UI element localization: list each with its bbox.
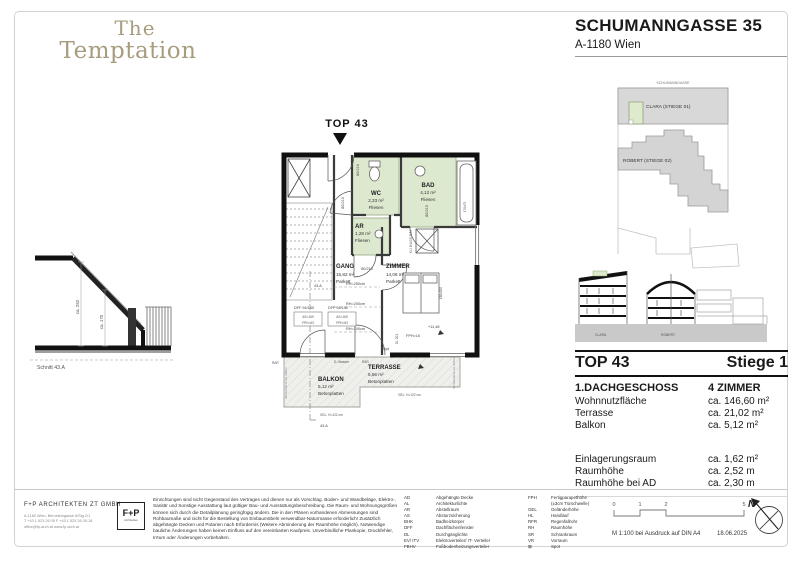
table-row [575, 408, 788, 420]
abbr-meaning: (±3cm Türschwelle) [551, 501, 590, 507]
bad-floor: Fliesen [420, 197, 436, 202]
section-label: Schnitt 43.A [37, 365, 65, 371]
scale-tick-0: 0 [612, 502, 616, 508]
clara-label: CLARA (STIEGE 01) [646, 105, 691, 110]
architect-block [24, 502, 124, 530]
disclaimer-text: Einrichtungen sind nicht Gegenstand des Vertrages und dienen nur als Vorschlag. Boden- und Wandbeläge, Elektro-, Sanitär und Sonstige Ausstattung laut gültiger Bau- und Ausstattungsbeschreibung. Die Raum- und Wohnungsgrößen können sich durch die Detailplanung geringfügig ändern. Die in den Plänen vorhandenen Abmessungen sind Rohbaumaße und nicht für die Bestellung von Einbaumöbeln verwendbar-Naturmasse erforderlich! Zusätzlich abgehängte Decken und Potarien nach Erfordernis (Weitere Abminderung der Raumhöhe möglich). Notwendige bauliche Änderungen haben keinen Einfluss auf den vereinbarten Kaufpreis. Unverbindliche Plankopie, Druckfehler, Irrtum oder Änderungen vorbehalten. [153, 497, 398, 540]
bad-area: 4,12 m² [420, 190, 436, 195]
abbr-meaning: Elektroverteiler/ IT- Verteiler [436, 537, 491, 543]
bed-icon [403, 273, 439, 313]
floor-plan [270, 115, 570, 455]
rh-label: RH=100cm [346, 327, 366, 331]
balkon-name: BALKON [318, 377, 344, 383]
stairs [286, 203, 332, 300]
abbr: RFR [528, 519, 538, 525]
bad-name: BAD [421, 183, 435, 189]
abbr: VR [528, 537, 535, 543]
row-label: Raumhöhe [575, 465, 624, 477]
unit-number: TOP 43 [575, 354, 630, 371]
unit-stair: Stiege 1 [726, 354, 788, 371]
door-size-label: 80/210 [341, 197, 345, 209]
abbr-meaning: Abstellraum [436, 507, 460, 513]
ar-floor: Fliesen [355, 238, 370, 243]
ar-sink-icon [375, 230, 383, 238]
wc-floor: Fliesen [368, 205, 384, 210]
klima-label: KLIMAGERÄT [409, 228, 413, 254]
row-value: ca. 21,02 m² [708, 408, 764, 420]
abbr-meaning: Vorraum [551, 537, 568, 543]
project-header [575, 16, 787, 57]
bed-size-label: 180x200 [439, 286, 443, 300]
scale-bar-line [614, 510, 744, 516]
scale-tick-1: 1 [638, 502, 642, 508]
north-compass [746, 493, 788, 539]
brand-line2: Temptation [59, 38, 197, 64]
gang-name: GANG [336, 264, 354, 270]
tub-size-label: 170x75 [463, 201, 467, 213]
level-label: +11,48 [428, 325, 440, 329]
plan-title: TOP 43 [325, 118, 369, 130]
unit-highlight-notch [629, 120, 633, 124]
scale-bar [612, 498, 757, 522]
table-gap [575, 433, 788, 454]
section-railing [145, 307, 171, 346]
wardrobe-box [416, 229, 438, 253]
elev-clara-label: CLARA [595, 333, 607, 337]
abbr: AL [404, 501, 410, 507]
architect-web: office@fp-arch.at www.fp-arch.at [24, 524, 80, 529]
abbr: ⊠ [528, 543, 532, 549]
drain-arrow-icon [438, 330, 444, 335]
abbr-meaning: Raumhöhe [551, 525, 573, 531]
abbr: FBHV [404, 543, 416, 549]
zimmer-area: 14,06 m² [386, 272, 405, 277]
fp-logo-subtext: Architekten [124, 518, 138, 522]
compass-n-label: N [748, 499, 756, 510]
rar-label: RAR [272, 361, 279, 365]
privacy-screen-label: Sichtschutz H=ca. 206cm [284, 367, 288, 399]
wc-name: WC [371, 191, 381, 197]
abbr: HL [528, 513, 534, 519]
abbr-meaning: Spot [551, 543, 561, 549]
scale-tick-2: 2 [664, 502, 668, 508]
rigol-label: Rigol [382, 347, 390, 351]
abbr: RH [528, 525, 535, 531]
unit-floor-row [575, 382, 788, 396]
fph16-label: FPH=16 [406, 334, 421, 338]
abbr: GEL [528, 507, 537, 513]
terrasse-area: 5,56 m² [368, 372, 384, 377]
unit-floor: 1.DACHGESCHOSS [575, 382, 679, 394]
site-plan [612, 78, 737, 254]
abbr-meaning: Architekturlichte [436, 501, 468, 507]
abbr-meaning: Fertigparapethöhe [551, 495, 587, 500]
abbr-meaning: Durchgänglichte [436, 531, 468, 537]
architect-phone: T +43 1 523 26 05 F +43 1 523 26 05-18 [24, 519, 93, 524]
building-robert [618, 130, 728, 212]
fp-logo-text: F+P [122, 508, 140, 518]
elev-robert-label: ROBERT [661, 333, 676, 337]
unit-room-count: 4 ZIMMER [708, 382, 761, 394]
row-label: Terrasse [575, 408, 614, 420]
section-dim-252: ca. 252 [75, 299, 80, 315]
elevation-drawing [573, 244, 773, 348]
zimmer-name: ZIMMER [386, 264, 410, 270]
architect-name: F+P ARCHITEKTEN ZT GMBH [24, 502, 122, 508]
abbr-meaning: Dachflächenfenster [436, 525, 474, 531]
gel-label: GEL. H=122 cm [398, 393, 421, 397]
rh-label: RH=200cm [346, 302, 366, 306]
abbr: AS [404, 513, 410, 519]
gel-label: GEL. H=122 cm [320, 413, 343, 417]
row-label: Wohnnutzfläche [575, 396, 647, 407]
rar-label: RAR [362, 360, 369, 364]
balkon-floor: Betonplatten [318, 391, 344, 396]
abbr-meaning: Handlauf [551, 513, 569, 519]
wc-toilet-icon [369, 161, 380, 181]
fph-label: FPH=63 [302, 321, 314, 325]
wasser-label: D.-Wasser [334, 360, 349, 364]
project-title: SCHUMANNGASSE 35 [575, 16, 763, 35]
abbr-meaning: Geländerhöhe [551, 507, 579, 513]
detail-section [25, 212, 175, 372]
abbr: AD [404, 495, 411, 500]
architect-contact [24, 514, 124, 530]
title-block [14, 489, 788, 547]
row-value: ca. 5,12 m² [708, 420, 759, 432]
section-marker: 43.A [314, 284, 322, 288]
bathtub-icon [457, 161, 476, 225]
elevation-clara [579, 271, 627, 324]
elevation-context [697, 290, 767, 324]
scale-note: M 1:100 bei Ausdruck auf DIN A4 [612, 531, 701, 537]
elevation-robert [647, 274, 695, 324]
neighbor-outline [691, 244, 739, 268]
row-value: ca. 2,52 m [708, 465, 755, 477]
as-label: AS=169 [302, 315, 314, 319]
plan-date: 18.06.2025 [717, 531, 748, 537]
dff-label: DFF 94/140 [294, 306, 315, 310]
street-label: SCHUMANNGASSE [656, 81, 690, 85]
as-label: AS=169 [336, 315, 348, 319]
abbr: FPH [528, 495, 537, 500]
entrance-arrow-icon [333, 133, 347, 145]
gang-area: 15,82 m² [336, 272, 355, 277]
table-row [575, 454, 788, 466]
header-rule [575, 56, 787, 57]
abbr: BHK [404, 519, 414, 525]
architect-address: A-1160 Wien, Bernsteingasse 6/Stg 2/1 [24, 514, 91, 518]
row-label: Balkon [575, 420, 606, 432]
fp-logo [117, 502, 145, 530]
abbr: SR [528, 531, 535, 537]
table-row [575, 466, 788, 478]
robert-label: ROBERT (STIEGE 02) [623, 159, 672, 164]
abbr: DFF [404, 525, 413, 531]
scale-tick-5: 5 [742, 502, 746, 508]
abbr-meaning: Regenfallrohr [551, 519, 578, 525]
abbr-meaning: Fußbodenheizungsverteiler [436, 543, 490, 549]
balkon-area: 5,12 m² [318, 384, 334, 389]
shaft-box [288, 159, 310, 197]
brand-line1: The [114, 16, 156, 40]
ar-name: AR [355, 224, 364, 230]
door-size-label: 80/210 [361, 267, 373, 271]
abbr: DL [404, 531, 410, 537]
abbr: EV/ ITV [404, 537, 420, 543]
rh-label: RH=250cm [346, 282, 366, 286]
abbreviation-legend-1 [404, 495, 532, 550]
project-subtitle: A-1180 Wien [575, 39, 641, 51]
row-label: Raumhöhe bei AD [575, 478, 657, 490]
gang-floor: Parkett [336, 279, 351, 284]
door-size-label: 80/210 [356, 164, 360, 176]
section-post [128, 308, 136, 348]
row-label: Einlagerungsraum [575, 453, 657, 465]
dff-label: DFF 94/140 [328, 306, 349, 310]
fph-label: FPH=63 [336, 321, 348, 325]
abbr-meaning: Badheizkörper [436, 519, 465, 525]
section-marker: 43.A [320, 424, 328, 428]
zimmer-floor: Parkett [386, 279, 401, 284]
door-size-label: 80/210 [425, 205, 429, 217]
abbr-meaning: Schrankraum [551, 531, 578, 537]
wc-area: 2,33 m² [368, 198, 384, 203]
section-dim-170: ca. 170 [99, 314, 104, 330]
privacy-screen-label: Sichtschutz H=ca. 207cm [452, 357, 456, 389]
abbr: AR [404, 507, 411, 513]
ar-area: 1,28 m² [355, 231, 371, 236]
terrasse-floor: Betonplatten [368, 379, 394, 384]
row-value: ca. 146,60 m² [708, 396, 770, 407]
abbr-meaning: Absturzsicherung [436, 513, 470, 519]
bad-sink-icon [415, 166, 425, 176]
unit-info-panel [575, 350, 788, 497]
table-row [575, 396, 788, 408]
compass-needle [755, 502, 778, 529]
abbr-meaning: Abgehängte Decke [436, 495, 474, 500]
row-value: ca. 1,62 m² [708, 453, 759, 465]
dl-label: DL 201 [395, 333, 399, 345]
unit-info-header [575, 350, 788, 377]
table-row [575, 420, 788, 432]
terrasse-name: TERRASSE [368, 365, 401, 371]
row-value: ca. 2,30 m [708, 478, 755, 490]
brand-logo [58, 18, 198, 63]
